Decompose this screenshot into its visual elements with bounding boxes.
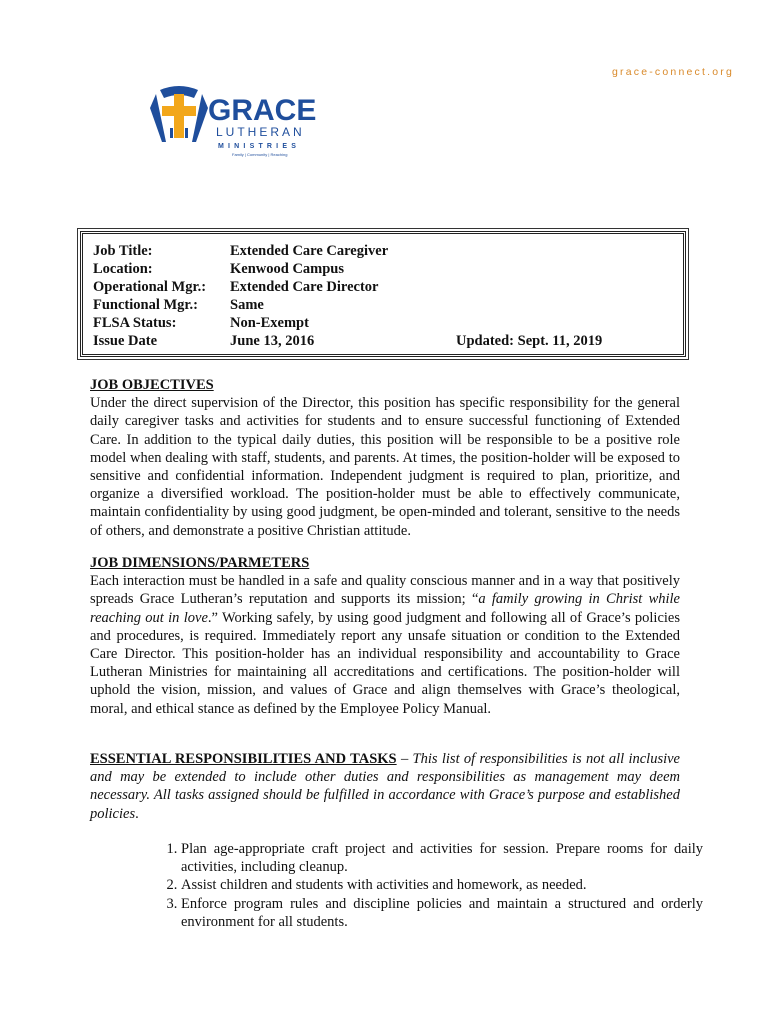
intro-end: . [135,805,139,822]
info-value: Same [230,297,264,313]
task-list [158,840,703,931]
section-heading: JOB DIMENSIONS/PARMETERS [90,555,310,571]
responsibilities-intro: This list of responsibilities is not all inclusive and may be extended to include other duties and responsibilities as management may deem necessary. All tasks assigned should be fulfilled in accordance with Grace’s purpose and established policies [90,751,680,822]
info-label: Issue Date [93,333,158,349]
info-value: Kenwood Campus [230,261,345,277]
list-item: 3. Enforce program rules and discipline policies and maintain a structured and orderly environment for all students. [181,895,703,931]
cross-shield-icon [150,86,208,142]
logo-tagline: Family | Community | Reaching [232,152,288,157]
logo-line3: MINISTRIES [218,143,301,150]
info-label: Job Title: [93,243,153,259]
info-label: FLSA Status: [93,315,177,331]
info-value: Extended Care Director [230,279,379,295]
section-body [90,572,680,718]
list-item: 1. Plan age-appropriate craft project and activities for session. Prepare rooms for daily activities, including cleanup. [181,840,703,876]
job-objectives-section [90,376,680,540]
info-label: Location: [93,261,153,277]
info-label: Operational Mgr.: [93,279,207,295]
logo-line2: LUTHERAN [216,125,305,139]
heading-dash: – [396,751,413,767]
section-body: Under the direct supervision of the Director, this position has specific responsibility for the general daily caregiver tasks and activities for students and to ensure successful functioning of Extended Care. In addition to the typical daily duties, this position will be responsible to be a positive role model when dealing with staff, students, and parents. At times, the position-holder will be exposed to sensitive and confidential information. Independent judgment is required to plan, prioritize, and organize a diversified workload. The position-holder must be able to effectively communicate, maintain confidentiality by using good judgment, be open-minded and tolerant, sensitive to the needs of others, and demonstrate a positive Christian attitude. [90,395,680,539]
body-text: .” Working safely, by using good judgment and following all of Grace’s policies and procedures, is required. Immediately report any unsafe situation or condition to the Extended Care Director. This position-holder has an individual responsibility and accountability to Grace Lutheran Ministries for maintaining all accreditations and certifications. The position-holder will uphold the vision, mission, and values of Grace and align themselves with Grace’s theological, moral, and ethical stance as defined by the Employee Policy Manual. [90,609,681,717]
mission-quote: a family growing in Christ while reaching out in love [90,591,680,626]
info-value: Extended Care Caregiver [230,243,389,259]
updated-date: Updated: Sept. 11, 2019 [456,333,603,349]
info-value: June 13, 2016 [230,333,315,349]
job-dimensions-section [90,554,680,718]
list-item: 2. Assist children and students with activities and homework, as needed. [181,876,703,894]
grace-lutheran-logo [146,84,326,160]
section-heading: ESSENTIAL RESPONSIBILITIES AND TASKS [90,751,397,767]
website-url[interactable]: grace-connect.org [611,66,734,78]
section-heading: JOB OBJECTIVES [90,377,214,393]
job-info-box [80,231,686,357]
responsibilities-section [90,750,680,823]
logo-word: GRACE [208,94,317,127]
info-value: Non-Exempt [230,315,309,331]
body-text: Each interaction must be handled in a safe and quality conscious manner and in a way that positively spreads Grace Lutheran’s reputation and supports its mission; “ [90,573,680,608]
info-label: Functional Mgr.: [93,297,198,313]
